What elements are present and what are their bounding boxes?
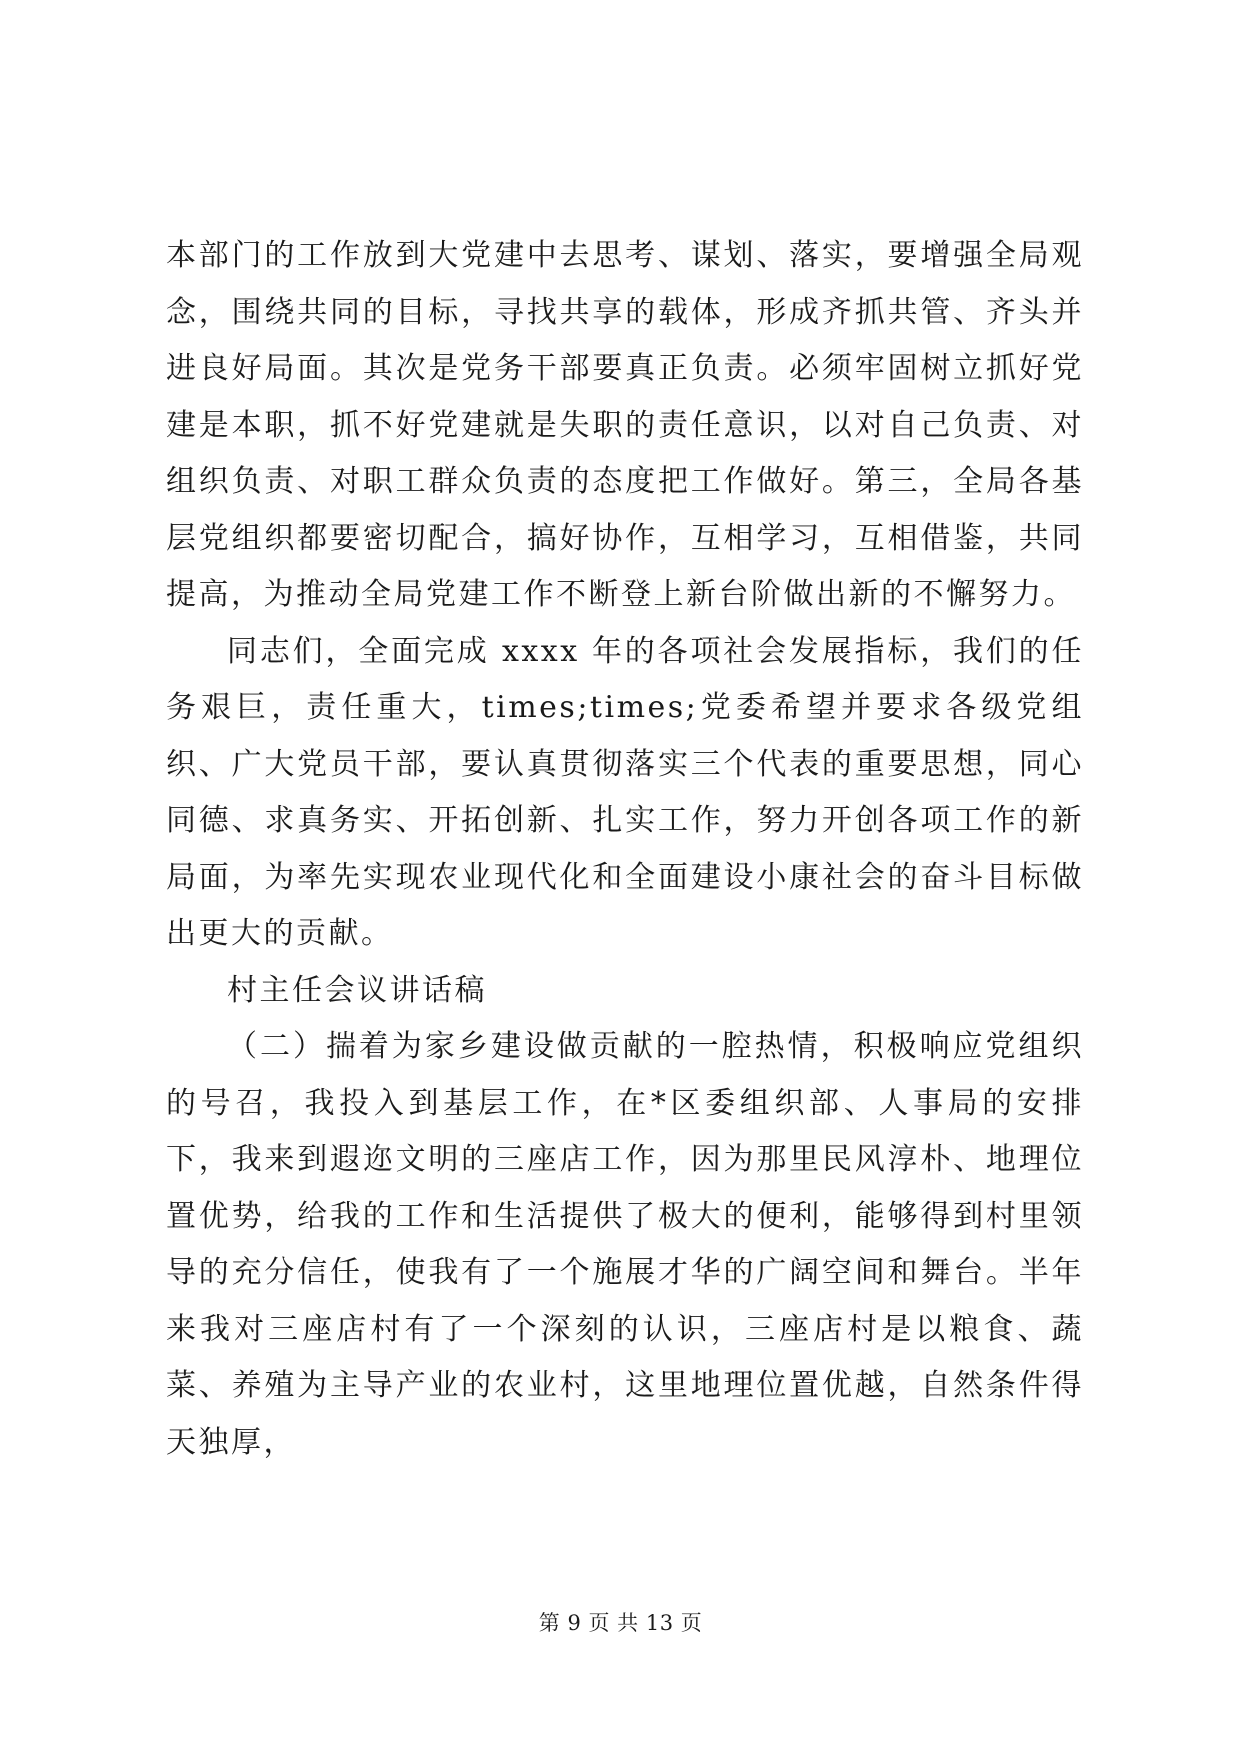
page-number-footer: 第 9 页 共 13 页 (538, 1611, 703, 1635)
document-body (166, 228, 1084, 1471)
paragraph-village-work: （二）揣着为家乡建设做贡献的一腔热情，积极响应党组织的号召，我投入到基层工作，在*区委组织部、人事局的安排下，我来到遐迩文明的三座店工作，因为那里民风淳朴、地理位置优势，给我的工作和生活提供了极大的便利，能够得到村里领导的充分信任，使我有了一个施展才华的广阔空间和舞台。半年来我对三座店村有了一个深刻的认识，三座店村是以粮食、蔬菜、养殖为主导产业的农业村，这里地理位置优越，自然条件得天独厚， (166, 1029, 1084, 1460)
paragraph-comrades: 同志们，全面完成 xxxx 年的各项社会发展指标，我们的任务艰巨，责任重大，times;times;党委希望并要求各级党组织、广大党员干部，要认真贯彻落实三个代表的重要思想，同心同德、求真务实、开拓创新、扎实工作，努力开创各项工作的新局面，为率先实现农业现代化和全面建设小康社会的奋斗目标做出更大的贡献。 (166, 633, 1084, 951)
paragraph-party-building: 本部门的工作放到大党建中去思考、谋划、落实，要增强全局观念，围绕共同的目标，寻找共享的载体，形成齐抓共管、齐头并进良好局面。其次是党务干部要真正负责。必须牢固树立抓好党建是本职，抓不好党建就是失职的责任意识，以对自己负责、对组织负责、对职工群众负责的态度把工作做好。第三，全局各基层党组织都要密切配合，搞好协作，互相学习，互相借鉴，共同提高，为推动全局党建工作不断登上新台阶做出新的不懈努力。 (166, 238, 1084, 612)
section-heading: 村主任会议讲话稿 (227, 972, 487, 1008)
